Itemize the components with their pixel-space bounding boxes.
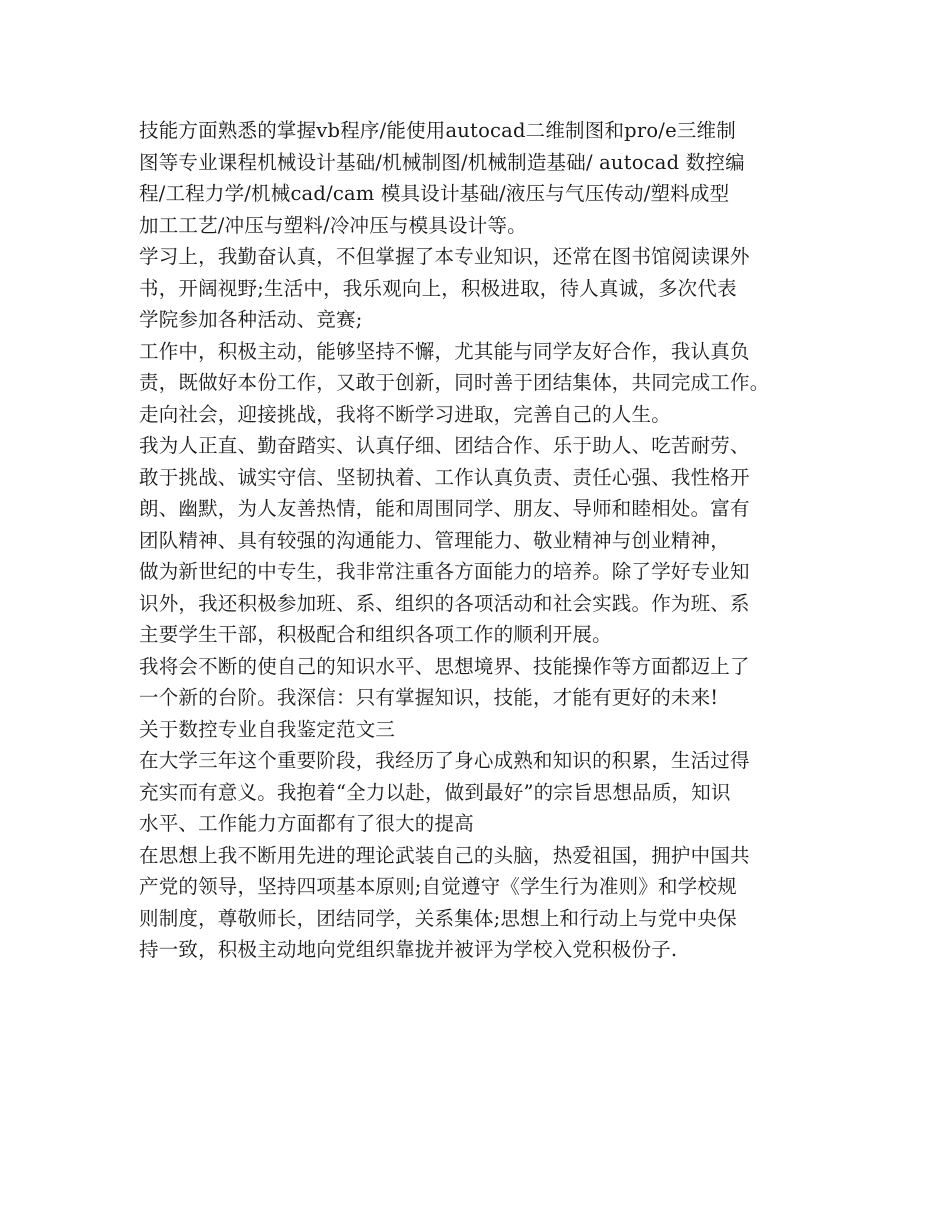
text-line: 做为新世纪的中专生，我非常注重各方面能力的培养。除了学好专业知	[139, 560, 750, 583]
text-line: 书，开阔视野;生活中，我乐观向上，积极进取，待人真诚，多次代表	[139, 276, 737, 300]
text-line: 充实而有意义。我抱着“全力以赴，做到最好”的宗旨思想品质，知识	[139, 780, 731, 804]
text-line: 在大学三年这个重要阶段，我经历了身心成熟和知识的积累，生活过得	[139, 749, 750, 772]
section-heading: 关于数控专业自我鉴定范文三	[139, 717, 396, 741]
text-line: 在思想上我不断用先进的理论武装自己的头脑，热爱祖国，拥护中国共	[139, 843, 750, 867]
text-line: 一个新的台阶。我深信：只有掌握知识，技能，才能有更好的未来!	[139, 686, 719, 709]
text-line: 责，既做好本份工作，又敢于创新，同时善于团结集体，共同完成工作。	[139, 371, 770, 394]
text-line: 则制度，尊敬师长，团结同学，关系集体;思想上和行动上与党中央保	[139, 906, 737, 930]
text-line: 我为人正直、勤奋踏实、认真仔细、团结合作、乐于助人、吃苦耐劳、	[139, 434, 750, 457]
text-line: 识外，我还积极参加班、系、组织的各项活动和社会实践。作为班、系	[139, 591, 750, 615]
text-line: 我将会不断的使自己的知识水平、思想境界、技能操作等方面都迈上了	[139, 654, 750, 678]
document-body	[139, 115, 829, 966]
text-line: 走向社会，迎接挑战，我将不断学习进取，完善自己的人生。	[139, 402, 671, 426]
text-line: 产党的领导，坚持四项基本原则;自觉遵守《学生行为准则》和学校规	[139, 875, 737, 898]
text-line: 图等专业课程机械设计基础/机械制图/机械制造基础/ autocad 数控编	[139, 150, 745, 174]
text-line: 技能方面熟悉的掌握vb程序/能使用autocad二维制图和pro/e三维制	[139, 119, 736, 142]
text-line: 主要学生干部，积极配合和组织各项工作的顺利开展。	[139, 623, 612, 646]
text-line: 程/工程力学/机械cad/cam 模具设计基础/液压与气压传动/塑料成型	[139, 182, 730, 205]
text-line: 持一致，积极主动地向党组织靠拢并被评为学校入党积极份子.	[139, 938, 678, 961]
text-line: 加工工艺/冲压与塑料/冷冲压与模具设计等。	[139, 213, 527, 237]
text-line: 学院参加各种活动、竞赛;	[139, 308, 363, 331]
text-line: 学习上，我勤奋认真，不但掌握了本专业知识，还常在图书馆阅读课外	[139, 245, 750, 268]
text-line: 朗、幽默，为人友善热情，能和周围同学、朋友、导师和睦相处。富有	[139, 497, 750, 520]
text-line: 敢于挑战、诚实守信、坚韧执着、工作认真负责、责任心强、我性格开	[139, 465, 750, 489]
text-line: 水平、工作能力方面都有了很大的提高	[139, 812, 474, 835]
text-line: 工作中，积极主动，能够坚持不懈，尤其能与同学友好合作，我认真负	[139, 339, 750, 363]
text-line: 团队精神、具有较强的沟通能力、管理能力、敬业精神与创业精神，	[139, 528, 731, 552]
